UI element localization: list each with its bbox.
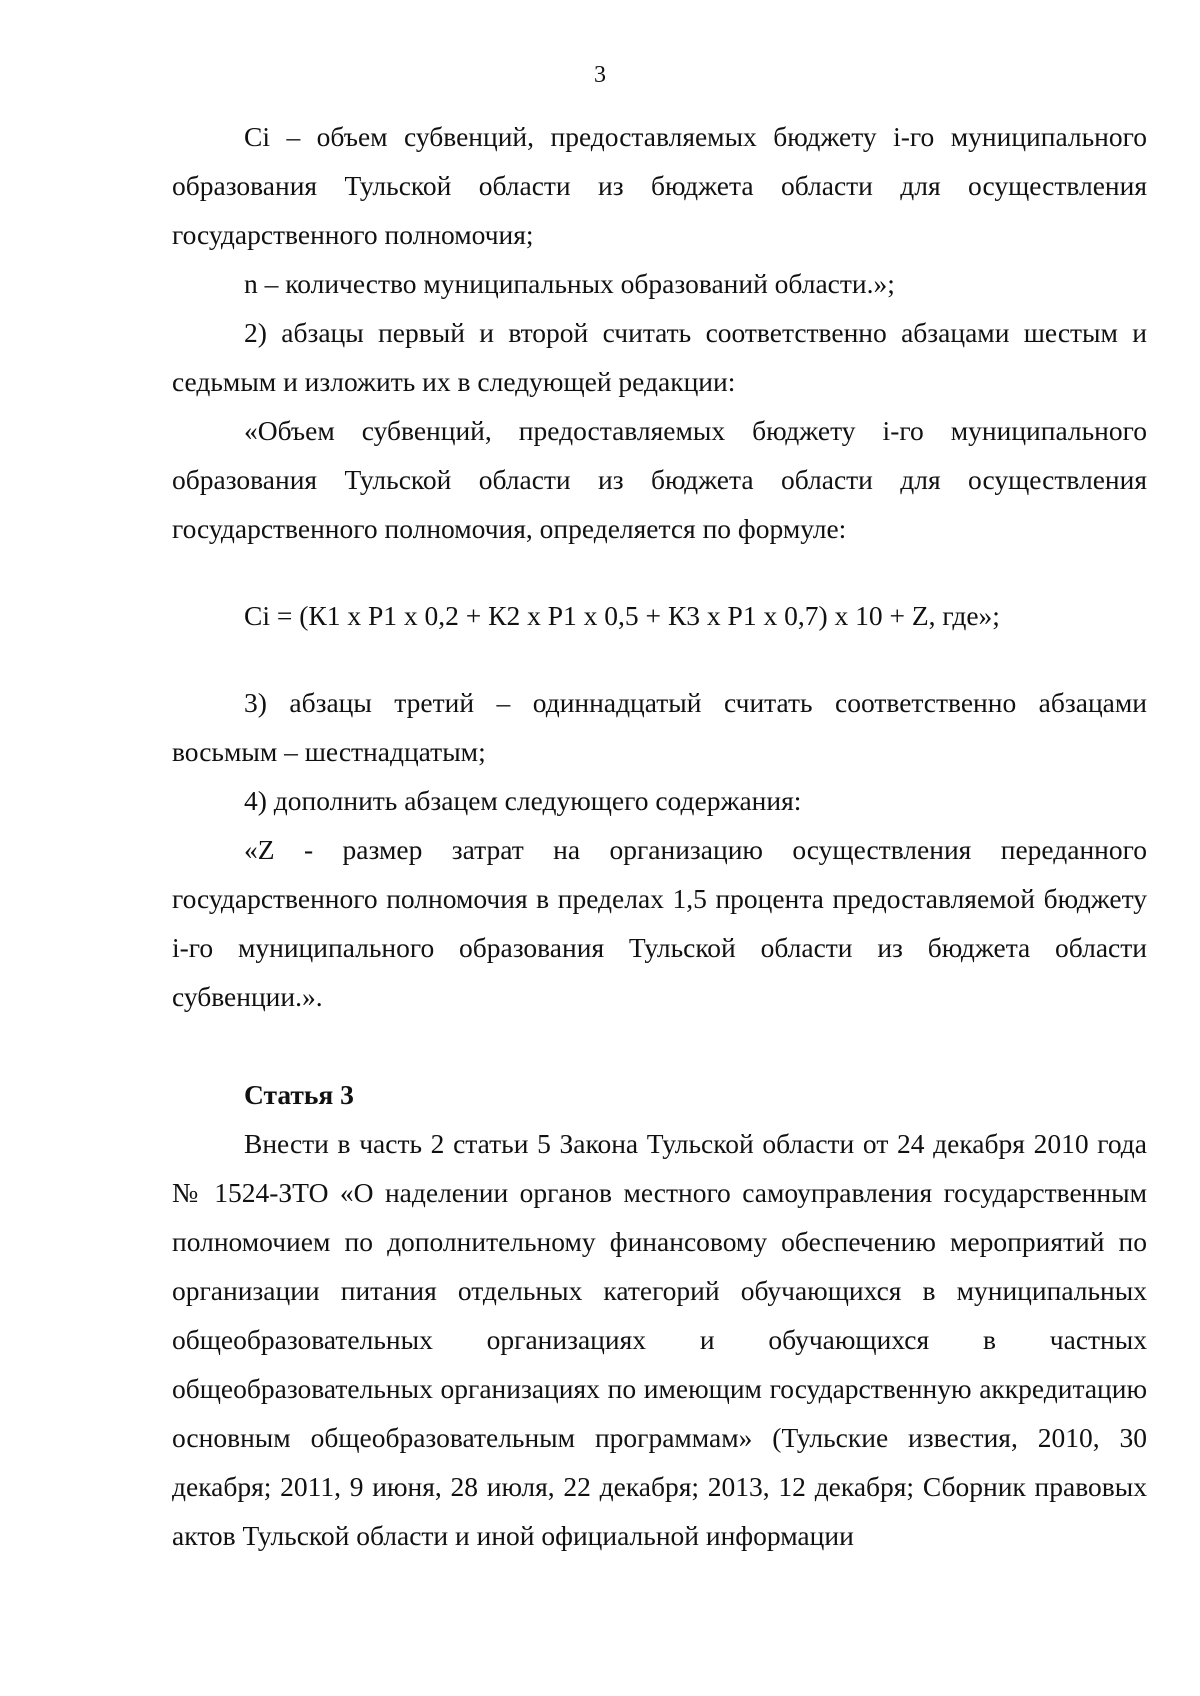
article-title: Статья 3 xyxy=(244,1079,354,1110)
paragraph-article-3-text: Внести в часть 2 статьи 5 Закона Тульской области от 24 декабря 2010 года № 1524-ЗТО «О наделении органов местного самоуправления государственным полномочием по дополнительному финансовому обеспечению мероприятий по организации питания отдельных категорий обучающихся в муниципальных общеобразовательных организациях и обучающихся в частных общеобразовательных организациях по имеющим государственную аккредитацию основным общеобразовательным программам» (Тульские известия, 2010, 30 декабря; 2011, 9 июня, 28 июля, 22 декабря; 2013, 12 декабря; Сборник правовых актов Тульской области и иной официальной информации xyxy=(172,1128,1147,1551)
paragraph-n-definition: n – количество муниципальных образований области.»; xyxy=(244,268,895,299)
paragraph-subvention-volume: «Объем субвенций, предоставляемых бюджету i-го муниципального образования Тульской области из бюджета области для осуществления государственного полномочия, определяется по формуле: xyxy=(172,415,1147,544)
paragraph-item-2: 2) абзацы первый и второй считать соответственно абзацами шестым и седьмым и изложить их в следующей редакции: xyxy=(172,317,1147,397)
paragraph-z-definition: «Z - размер затрат на организацию осуществления переданного государственного полномочия в пределах 1,5 процента предоставляемой бюджету i-го муниципального образования Тульской области из бюджета области субвенции.». xyxy=(172,834,1147,1012)
section-gap xyxy=(172,1021,1147,1070)
document-body xyxy=(172,112,1147,1560)
page-number: 3 xyxy=(594,62,606,88)
formula: Ci = (К1 х Р1 х 0,2 + К2 х Р1 х 0,5 + К3 х Р1 х 0,7) х 10 + Z, где»; xyxy=(244,600,1000,631)
paragraph-ci-definition: Ci – объем субвенций, предоставляемых бюджету i-го муниципального образования Тульской области из бюджета области для осуществления государственного полномочия; xyxy=(172,121,1147,250)
paragraph-item-3: 3) абзацы третий – одиннадцатый считать соответственно абзацами восьмым – шестнадцатым; xyxy=(172,687,1147,767)
paragraph-item-4: 4) дополнить абзацем следующего содержания: xyxy=(244,785,802,816)
